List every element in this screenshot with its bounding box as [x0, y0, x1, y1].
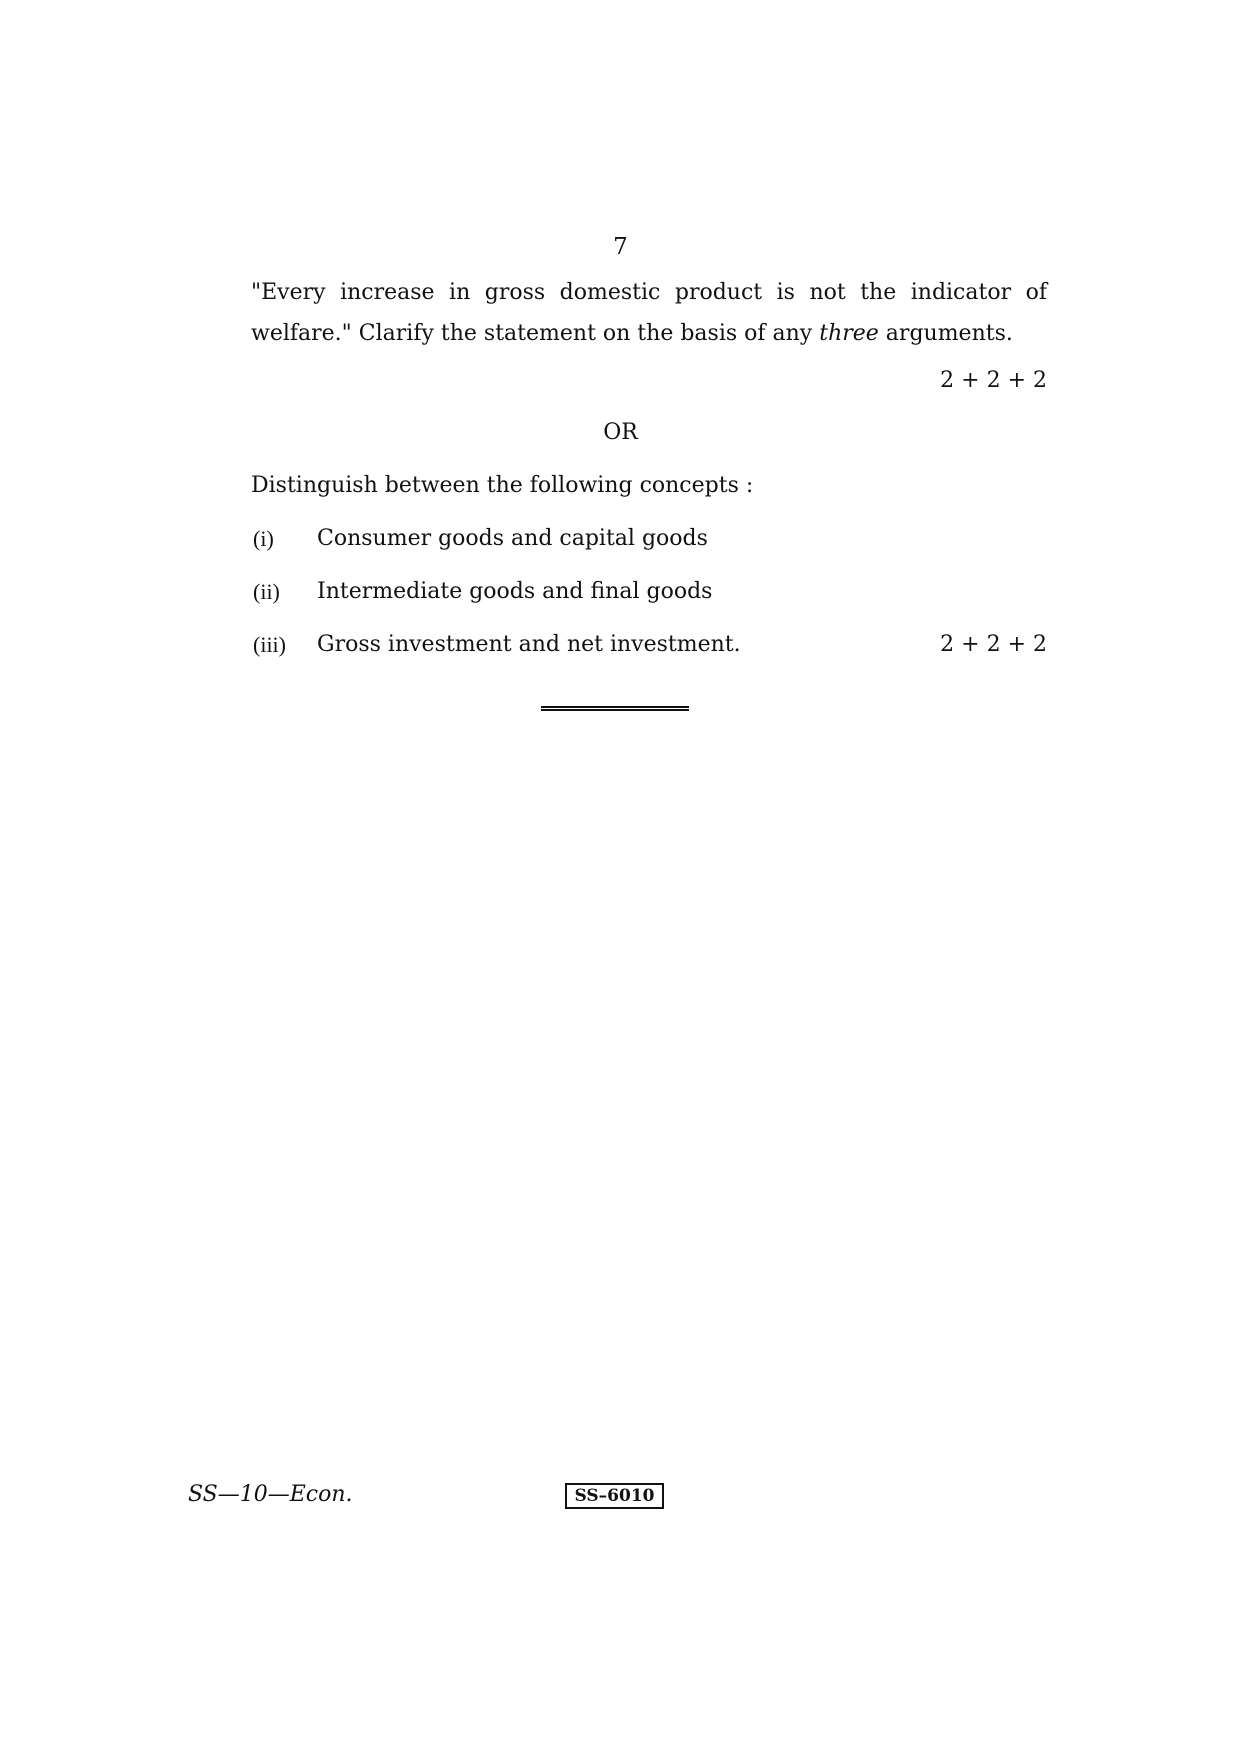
question-emphasis: three: [819, 321, 879, 346]
alternative-marks: 2 + 2 + 2: [940, 632, 1047, 657]
question-text: [251, 272, 1047, 354]
question-line-2-end: arguments.: [878, 321, 1013, 346]
list-item-number: (i): [253, 526, 274, 551]
page-number: 7: [613, 234, 628, 260]
alternative-intro: Distinguish between the following concepts :: [251, 473, 754, 498]
question-marks: 2 + 2 + 2: [940, 368, 1047, 393]
list-item-number: (iii): [253, 632, 286, 657]
question-line-1: "Every increase in gross domestic product is not the indicator of: [251, 280, 1047, 305]
end-divider: [541, 706, 689, 711]
list-item-text: Intermediate goods and final goods: [317, 579, 713, 604]
question-line-2-start: welfare." Clarify the statement on the basis of any: [251, 321, 820, 346]
list-item-text: Gross investment and net investment.: [317, 632, 741, 657]
list-item-text: Consumer goods and capital goods: [317, 526, 708, 551]
list-item-number: (ii): [253, 579, 280, 604]
or-separator: OR: [603, 420, 638, 445]
subject-code: SS—10—Econ.: [188, 1482, 353, 1507]
paper-code-box: SS–6010: [565, 1483, 664, 1509]
